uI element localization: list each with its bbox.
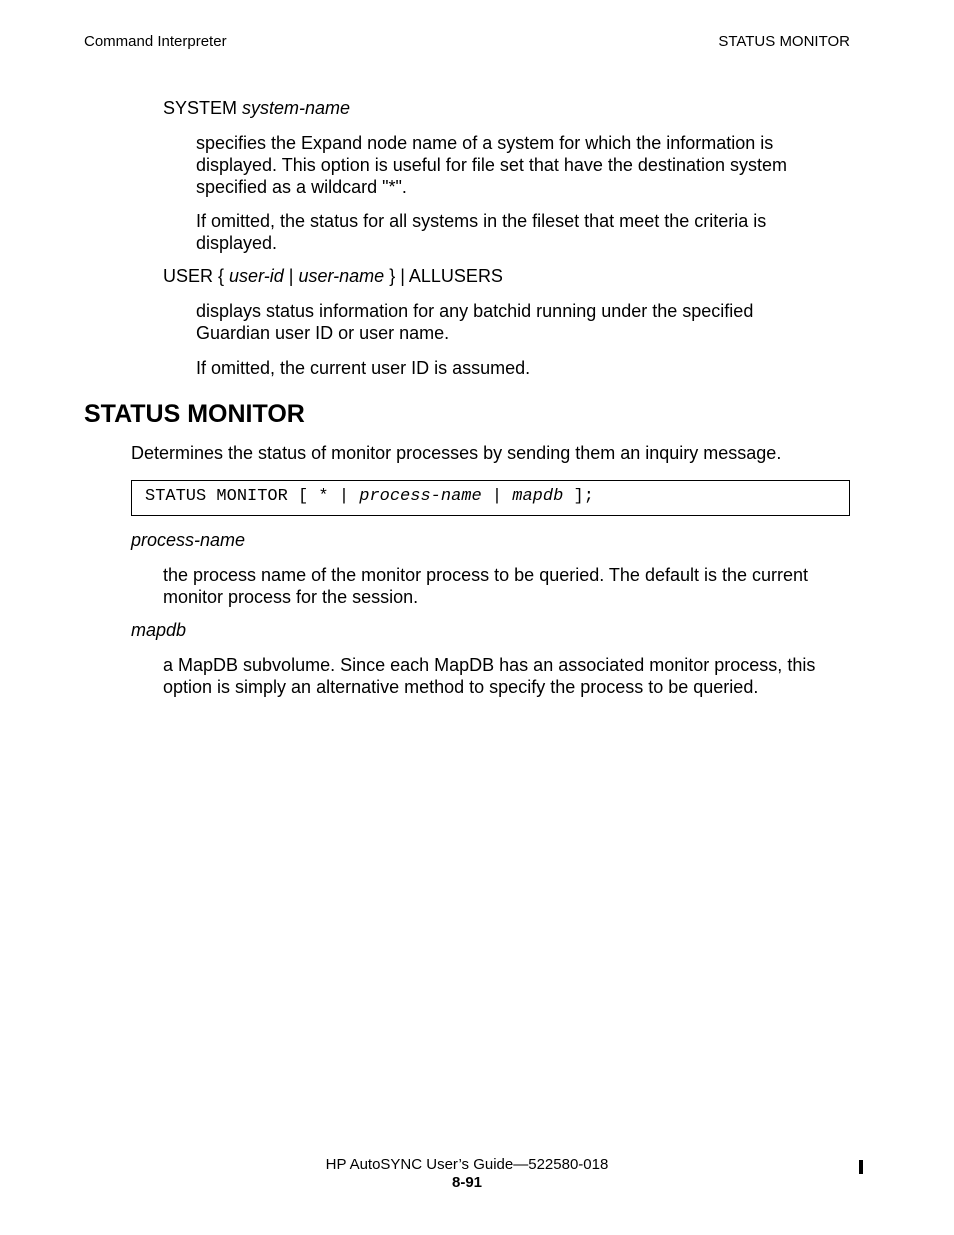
footer-guide-title: HP AutoSYNC User’s Guide—522580-018 — [325, 1156, 609, 1173]
param-process-name-description — [163, 564, 808, 608]
text-line: displays status information for any batchid running under the specified — [196, 301, 754, 321]
running-header-left: Command Interpreter — [84, 33, 227, 50]
text-line: specified as a wildcard "*". — [196, 177, 407, 197]
user-tail: } | ALLUSERS — [389, 266, 503, 286]
section-heading: STATUS MONITOR — [84, 400, 305, 428]
text-line: displayed. This option is useful for file set that have the destination system — [196, 155, 787, 175]
user-option-term — [163, 266, 503, 287]
user-option-description — [196, 300, 753, 344]
syntax-line — [145, 487, 594, 506]
system-option-description — [196, 132, 787, 198]
syntax-prefix: STATUS MONITOR [ * | — [145, 487, 360, 506]
syntax-box — [131, 480, 850, 516]
user-option-note: If omitted, the current user ID is assumed. — [196, 358, 531, 378]
syntax-suffix: ]; — [563, 487, 594, 506]
system-option-note — [196, 210, 766, 254]
syntax-mapdb: mapdb — [512, 487, 564, 506]
user-keyword: USER { — [163, 266, 225, 286]
text-line: the process name of the monitor process to be queried. The default is the current — [163, 565, 809, 585]
user-id-param: user-id — [229, 266, 284, 286]
change-bar — [859, 1160, 863, 1174]
param-process-name-term: process-name — [131, 530, 246, 550]
syntax-separator: | — [481, 487, 513, 506]
param-mapdb-term: mapdb — [131, 620, 187, 640]
syntax-process-name: process-name — [359, 487, 482, 506]
system-param: system-name — [242, 98, 351, 118]
text-line: If omitted, the status for all systems in the fileset that meet the criteria is — [196, 211, 767, 231]
text-line: monitor process for the session. — [163, 587, 419, 607]
section-intro: Determines the status of monitor processes by sending them an inquiry message. — [131, 443, 782, 463]
user-separator: | — [288, 266, 294, 286]
text-line: specifies the Expand node name of a system for which the information is — [196, 133, 774, 153]
text-line: a MapDB subvolume. Since each MapDB has an associated monitor process, this — [163, 655, 816, 675]
text-line: Guardian user ID or user name. — [196, 323, 450, 343]
system-option-term — [163, 98, 350, 119]
running-header-right: STATUS MONITOR — [718, 33, 850, 50]
param-mapdb-description — [163, 654, 815, 698]
footer-page-number: 8-91 — [451, 1174, 483, 1191]
text-line: option is simply an alternative method to specify the process to be queried. — [163, 677, 759, 697]
text-line: displayed. — [196, 233, 278, 253]
user-name-param: user-name — [298, 266, 385, 286]
system-keyword: SYSTEM — [163, 98, 238, 118]
